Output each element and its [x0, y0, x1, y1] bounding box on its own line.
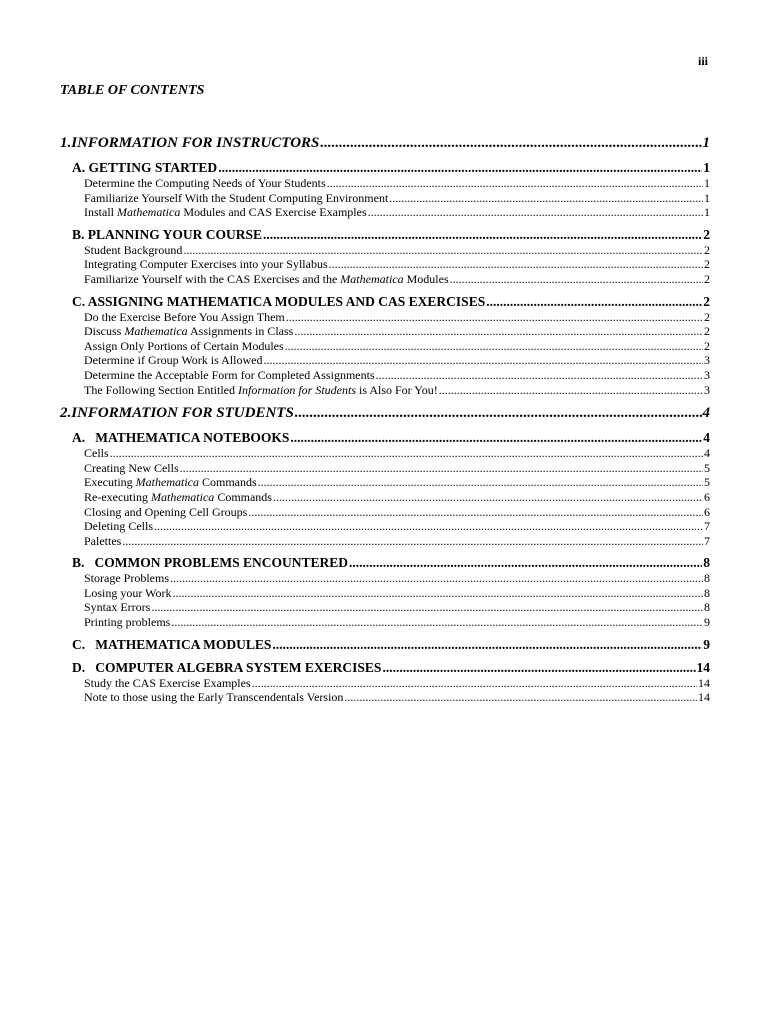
item-title	[84, 368, 375, 383]
toc-subsection-entry[interactable]	[72, 159, 710, 176]
item-page-number: 6	[704, 504, 710, 519]
section-title: INFORMATION FOR STUDENTS	[71, 405, 294, 422]
item-title-part: Determine if Group Work is Allowed	[84, 353, 263, 368]
item-title	[84, 615, 170, 630]
item-page-number: 8	[704, 571, 710, 586]
dot-leader	[285, 339, 703, 354]
toc-subsection-entry[interactable]	[72, 636, 710, 653]
dot-leader	[151, 600, 703, 615]
item-title-part: Syntax Errors	[84, 600, 151, 615]
item-title	[84, 676, 251, 691]
item-title-part: Note to those using the Early Transcendentals Version	[84, 690, 344, 705]
item-title	[84, 353, 262, 368]
section-number: 1.	[60, 135, 72, 151]
item-title-part: Student Background	[84, 242, 183, 257]
toc-item-entry[interactable]	[84, 353, 710, 368]
dot-leader	[382, 659, 695, 676]
subsection-page-number: 2	[703, 293, 710, 309]
toc-subsection-entry[interactable]	[72, 554, 710, 571]
item-page-number: 2	[704, 338, 710, 353]
item-title	[84, 505, 247, 520]
item-title	[84, 475, 257, 490]
item-page-number: 14	[698, 675, 710, 690]
item-title	[84, 571, 169, 586]
item-title	[84, 191, 388, 206]
toc-item-entry[interactable]	[84, 310, 710, 325]
section-title: INFORMATION FOR INSTRUCTORS	[71, 135, 320, 151]
dot-leader	[218, 159, 702, 176]
toc-item-entry[interactable]	[84, 257, 710, 272]
subsection-page-number: 1	[703, 160, 710, 175]
dot-leader	[349, 554, 702, 571]
dot-leader	[273, 490, 703, 505]
item-title	[84, 519, 153, 534]
toc-item-entry[interactable]	[84, 615, 710, 630]
item-title-part: Familiarize Yourself With the Student Computing Environment	[84, 190, 389, 205]
item-page-number: 8	[704, 585, 710, 600]
toc-subsection-entry[interactable]	[72, 659, 710, 676]
dot-leader	[122, 534, 703, 549]
toc-item-entry[interactable]	[84, 490, 710, 505]
dot-leader	[171, 615, 703, 630]
item-page-number: 2	[704, 309, 710, 324]
item-title	[84, 446, 109, 461]
item-page-number: 4	[704, 446, 710, 461]
subsection-title: B. PLANNING YOUR COURSE	[72, 226, 263, 242]
item-page-number: 2	[704, 242, 710, 257]
dot-leader	[172, 586, 703, 601]
item-title	[84, 600, 150, 615]
item-title	[84, 490, 272, 505]
item-title-part: Executing	[84, 475, 136, 490]
item-title-part: Determine the Acceptable Form for Completed Assignments	[84, 367, 375, 382]
item-page-number: 1	[704, 205, 710, 220]
toc-item-entry[interactable]	[84, 690, 710, 705]
item-title-part: Storage Problems	[84, 571, 169, 586]
toc-item-entry[interactable]	[84, 383, 710, 398]
item-page-number: 6	[704, 489, 710, 504]
item-title	[84, 243, 182, 258]
item-title	[84, 272, 449, 287]
item-page-number: 3	[704, 382, 710, 397]
item-title-part: Study the CAS Exercise Examples	[84, 675, 251, 690]
item-title-part: Assignments in Class	[187, 324, 294, 339]
dot-leader	[272, 636, 702, 653]
item-title-italic: Mathematica	[150, 489, 215, 504]
dot-leader	[252, 676, 697, 691]
item-title-part: Cells	[84, 446, 109, 461]
dot-leader	[368, 205, 703, 220]
subsection-page-number: 4	[703, 430, 710, 446]
dot-leader	[344, 690, 697, 705]
item-title	[84, 324, 293, 339]
subsection-title: C. MATHEMATICA MODULES	[72, 636, 272, 652]
toc-item-entry[interactable]	[84, 191, 710, 206]
subsection-page-number: 14	[696, 659, 710, 675]
toc-item-entry[interactable]	[84, 243, 710, 258]
toc-item-entry[interactable]	[84, 461, 710, 476]
item-page-number: 2	[704, 257, 710, 272]
toc-item-entry[interactable]	[84, 324, 710, 339]
item-title-part: Palettes	[84, 533, 122, 548]
subsection-title: D. COMPUTER ALGEBRA SYSTEM EXERCISES	[72, 659, 382, 675]
item-title-part: Re-executing	[84, 489, 151, 504]
item-title	[84, 176, 326, 191]
toc-item-entry[interactable]	[84, 475, 710, 490]
item-title-italic: Mathematica	[117, 205, 181, 220]
toc-section-entry[interactable]	[60, 403, 710, 423]
item-page-number: 3	[704, 367, 710, 382]
dot-leader	[258, 475, 703, 490]
item-title-italic: Mathematica	[340, 271, 404, 286]
toc-item-entry[interactable]	[84, 534, 710, 549]
toc-item-entry[interactable]	[84, 205, 710, 220]
dot-leader	[290, 429, 702, 446]
item-title-part: Discuss	[84, 324, 125, 339]
item-title-part: Integrating Computer Exercises into your Syllabus	[84, 257, 328, 272]
item-page-number: 3	[704, 353, 710, 368]
section-page-number: 1	[702, 135, 710, 151]
item-title-part: Commands	[214, 489, 272, 504]
item-title	[84, 257, 328, 272]
dot-leader	[329, 257, 703, 272]
toc-subsection-entry[interactable]	[72, 293, 710, 310]
item-title	[84, 690, 343, 705]
subsection-page-number: 9	[703, 636, 710, 652]
item-title-part: Closing and Opening Cell Groups	[84, 504, 248, 519]
toc-item-entry[interactable]	[84, 519, 710, 534]
dot-leader	[389, 191, 703, 206]
item-page-number: 9	[704, 615, 710, 630]
item-page-number: 7	[704, 519, 710, 534]
item-title-part: Assign Only Portions of Certain Modules	[84, 338, 284, 353]
item-title-part: The Following Section Entitled	[84, 382, 238, 397]
toc-subsection-entry[interactable]	[72, 429, 710, 446]
item-page-number: 5	[704, 460, 710, 475]
dot-leader	[183, 243, 703, 258]
item-title-italic: Mathematica	[135, 475, 199, 490]
section-page-number: 4	[702, 405, 710, 422]
subsection-page-number: 8	[703, 555, 710, 571]
item-title-italic: Mathematica	[124, 324, 188, 339]
item-title	[84, 461, 179, 476]
toc-item-entry[interactable]	[84, 368, 710, 383]
toc-item-entry[interactable]	[84, 339, 710, 354]
item-page-number: 7	[704, 533, 710, 548]
dot-leader	[327, 176, 703, 191]
item-title-part: Losing your Work	[84, 585, 172, 600]
item-title-part: Determine the Computing Needs of Your Students	[84, 176, 326, 190]
item-page-number: 2	[704, 271, 710, 286]
subsection-title: A. GETTING STARTED	[72, 160, 218, 175]
dot-leader	[286, 310, 703, 325]
item-page-number: 14	[698, 690, 710, 705]
toc-item-entry[interactable]	[84, 272, 710, 287]
dot-leader	[110, 446, 703, 461]
dot-leader	[439, 383, 703, 398]
section-number: 2.	[60, 405, 72, 422]
item-page-number: 2	[704, 324, 710, 339]
toc-item-entry[interactable]	[84, 176, 710, 191]
item-title	[84, 383, 438, 398]
item-title-part: Do the Exercise Before You Assign Them	[84, 309, 285, 324]
item-title	[84, 310, 285, 325]
dot-leader	[154, 519, 703, 534]
item-title-part: Install	[84, 205, 117, 220]
toc-heading: TABLE OF CONTENTS	[60, 83, 205, 98]
item-title-part: Modules	[403, 271, 449, 286]
toc-item-entry[interactable]	[84, 571, 710, 586]
item-page-number: 1	[704, 176, 710, 190]
subsection-title: C. ASSIGNING MATHEMATICA MODULES AND CAS EXERCISES	[72, 293, 486, 309]
item-title-part: Modules and CAS Exercise Examples	[180, 205, 367, 220]
dot-leader	[376, 368, 703, 383]
item-title	[84, 205, 367, 220]
subsection-title: A. MATHEMATICA NOTEBOOKS	[72, 430, 290, 446]
dot-leader	[295, 403, 702, 423]
toc-item-entry[interactable]	[84, 600, 710, 615]
toc-item-entry[interactable]	[84, 676, 710, 691]
item-page-number: 5	[704, 475, 710, 490]
item-title	[84, 586, 171, 601]
dot-leader	[320, 133, 701, 153]
dot-leader	[170, 571, 703, 586]
item-title-part: Commands	[198, 475, 257, 490]
dot-leader	[450, 272, 703, 287]
item-title	[84, 339, 284, 354]
dot-leader	[263, 226, 702, 243]
subsection-title: B. COMMON PROBLEMS ENCOUNTERED	[72, 555, 349, 571]
page-number: iii	[697, 54, 708, 68]
table-of-contents	[60, 133, 710, 705]
dot-leader	[294, 324, 703, 339]
item-page-number: 1	[704, 190, 710, 205]
item-title-part: Deleting Cells	[84, 519, 153, 534]
dot-leader	[486, 293, 702, 310]
item-title-part: is Also For You!	[356, 382, 438, 397]
item-page-number: 8	[704, 600, 710, 615]
item-title-part: Creating New Cells	[84, 460, 179, 475]
item-title	[84, 534, 121, 549]
item-title-italic: Information for Students	[237, 382, 356, 397]
toc-item-entry[interactable]	[84, 505, 710, 520]
subsection-page-number: 2	[703, 226, 710, 242]
dot-leader	[248, 505, 703, 520]
toc-item-entry[interactable]	[84, 446, 710, 461]
item-title-part: Printing problems	[84, 615, 171, 630]
toc-subsection-entry[interactable]	[72, 226, 710, 243]
dot-leader	[263, 353, 703, 368]
toc-section-entry[interactable]	[60, 133, 710, 153]
dot-leader	[180, 461, 703, 476]
toc-item-entry[interactable]	[84, 586, 710, 601]
item-title-part: Familiarize Yourself with the CAS Exercises and the	[84, 271, 341, 286]
